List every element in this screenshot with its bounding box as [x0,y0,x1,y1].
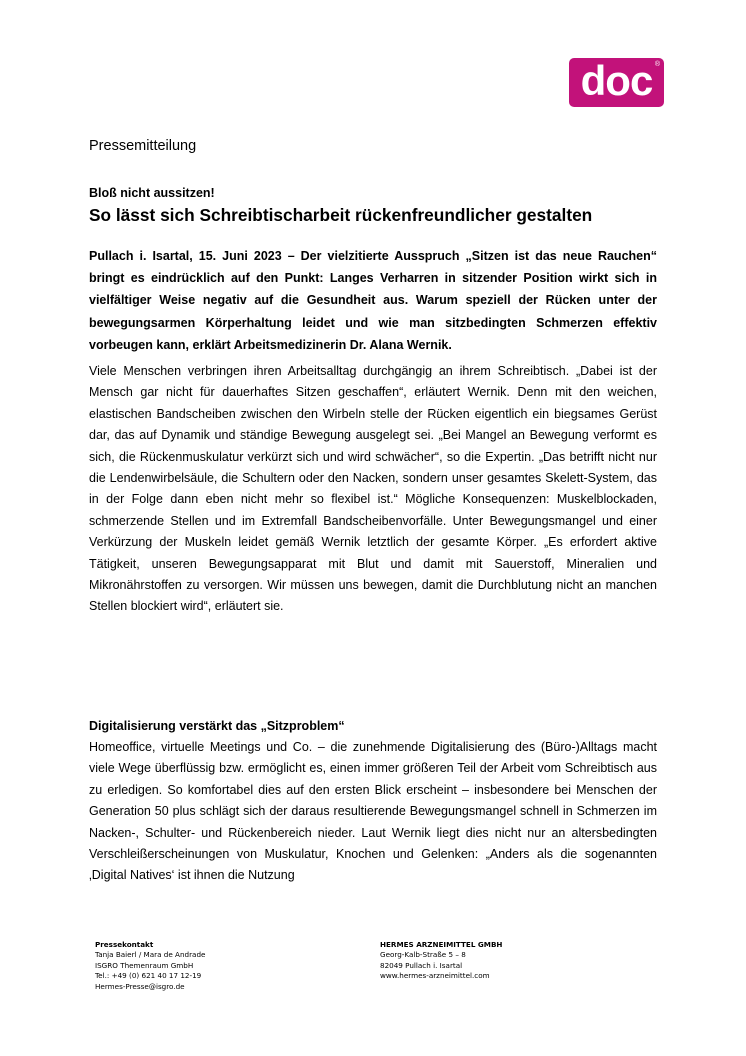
body-paragraph-2: Homeoffice, virtuelle Meetings und Co. – die zunehmende Digitalisierung des (Büro-)Alltags macht viele Wege überflüssig bzw. ermöglicht es, einen immer größeren Teil der Arbeit vom Schreibtisch aus zu erledigen. So komfortabel dies auf den ersten Blick erscheint – insbesondere bei Menschen der Generation 50 plus schlägt sich der daraus resultierende Bewegungsmangel schnell in Schmerzen im Nacken-, Schulter- und Rückenbereich nieder. Laut Wernik liegt dies nicht nur an altersbedingten Verschleißerscheinungen von Muskulatur, Knochen und Gelenken: „Anders als die sogenannten ‚Digital Natives‘ ist ihnen die Nutzung [89,740,657,883]
press-contact-agency: ISGRO Themenraum GmbH [95,960,194,970]
body-paragraph-1: Viele Menschen verbringen ihren Arbeitsalltag durchgängig an ihrem Schreibtisch. „Dabei ist der Mensch gar nicht für dauerhaftes Sitzen geschaffen“, erläutert Wernik. Denn mit den weichen, elastischen Bandscheiben zwischen den Wirbeln stelle der Rücken eigentlich ein biegsames Gerüst dar, das auf Dynamik und ständige Bewegung ausgelegt sei. „Bei Mangel an Bewegung verformt es sich, die Rückenmuskulatur verkürzt sich und wird schwächer“, so die Expertin. „Das betrifft nicht nur die Lendenwirbelsäule, die Schultern oder den Nacken, sondern unser gesamtes Skelett-System, das in der Folge dann eben nicht mehr so flexibel ist.“ Mögliche Konsequenzen: Muskelblockaden, schmerzende Stellen und im Extremfall Bandscheibenvorfälle. Unter Bewegungsmangel und einer Verkürzung der Muskeln leidet gemäß Wernik letztlich der gesamte Körper. „Es erfordert aktive Tätigkeit, unseren Bewegungsapparat mit Blut und damit mit Sauerstoff, Mineralien und Mikronährstoffen zu versorgen. Wir müssen uns bewegen, damit die Durchblutung nicht an manchen Stellen blockiert wird“, erläutert sie. [89,364,657,614]
headline: So lässt sich Schreibtischarbeit rückenfreundlicher gestalten [89,205,593,225]
press-contact-title: Pressekontakt [95,940,154,949]
company-address-block [380,940,502,982]
press-contact-email[interactable]: Hermes-Presse@isgro.de [95,981,185,991]
logo-text: doc [580,57,653,104]
document-type-label: Pressemitteilung [89,138,197,154]
press-contact-names: Tanja Baierl / Mara de Andrade [95,950,206,960]
lead-paragraph: Pullach i. Isartal, 15. Juni 2023 – Der vielzitierte Ausspruch „Sitzen ist das neue Rauchen“ bringt es eindrücklich auf den Punkt: Langes Verharren in sitzender Position wirkt sich in vielfältiger Weise negativ auf die Gesundheit aus. Warum speziell der Rücken unter der bewegungsarmen Körperhaltung leidet und wie man sitzbedingten Schmerzen effektiv vorbeugen kann, erklärt Arbeitsmedizinerin Dr. Alana Wernik. [89,249,657,352]
kicker-line: Bloß nicht aussitzen! [89,186,215,200]
press-contact-block [95,940,205,992]
logo-registered-mark: ® [654,61,660,68]
company-city: 82049 Pullach i. Isartal [380,960,463,970]
section-subheading: Digitalisierung verstärkt das „Sitzproblem“ [89,719,345,733]
company-street: Georg-Kalb-Straße 5 – 8 [380,950,466,960]
company-website-link[interactable]: www.hermes-arzneimittel.com [380,971,490,981]
doc-logo [569,58,664,107]
company-name: HERMES ARZNEIMITTEL GMBH [380,940,503,949]
press-contact-phone: Tel.: +49 (0) 621 40 17 12-19 [95,971,202,981]
